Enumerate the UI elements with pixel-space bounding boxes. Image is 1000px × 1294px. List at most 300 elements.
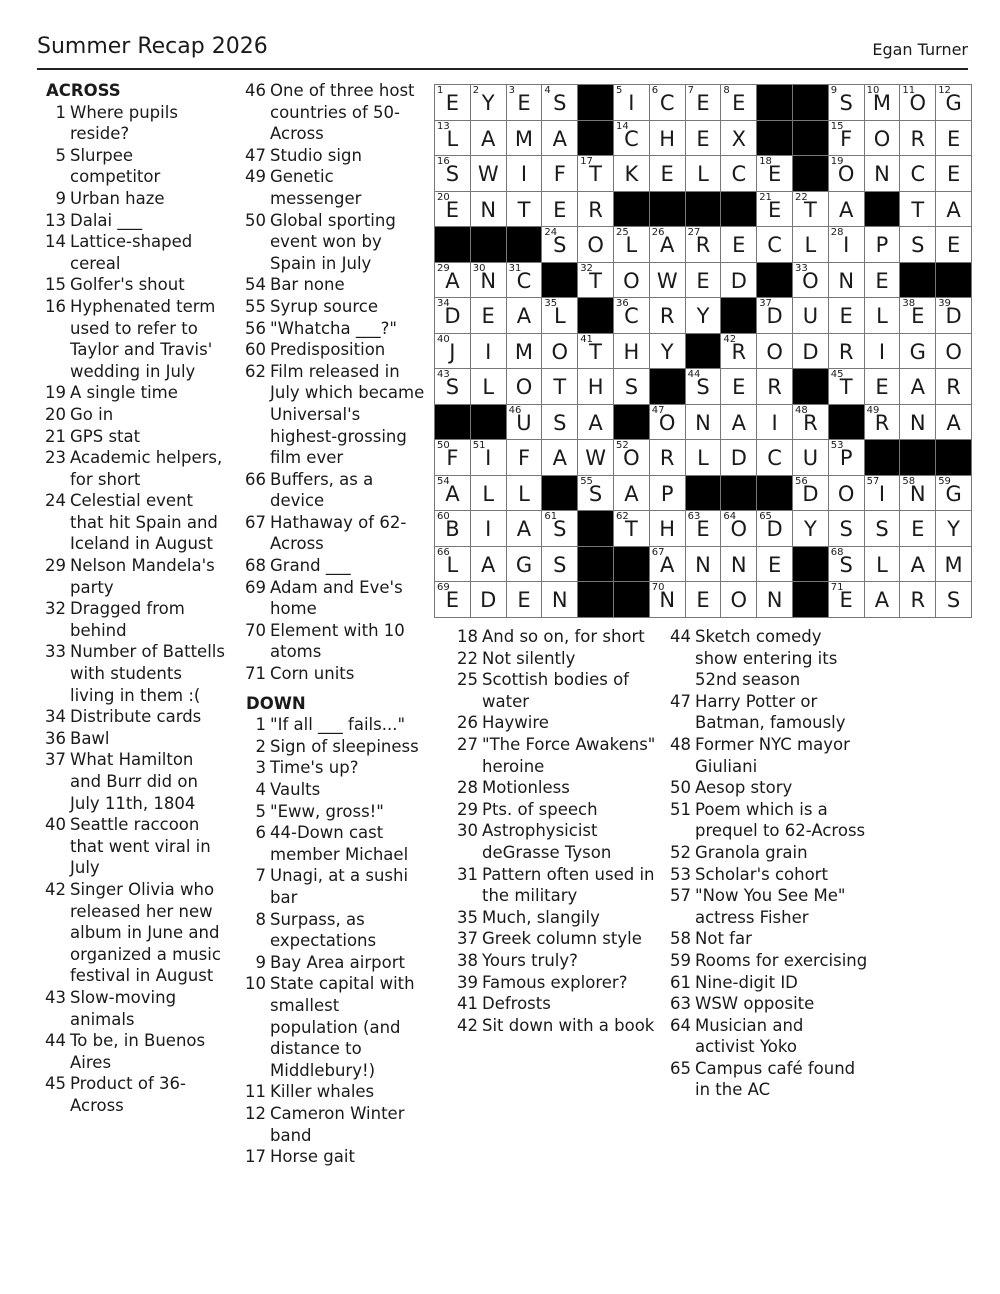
clue[interactable] [238,145,428,167]
clue[interactable] [238,620,428,663]
grid-cell[interactable] [936,582,972,618]
grid-cell[interactable] [686,369,722,405]
grid-cell[interactable] [865,476,901,512]
grid-cell[interactable] [471,263,507,299]
grid-cell[interactable] [686,511,722,547]
grid-cell[interactable] [686,547,722,583]
grid-cell[interactable] [471,511,507,547]
grid-cell[interactable] [614,334,650,370]
grid-cell[interactable] [900,85,936,121]
grid-cell[interactable] [757,547,793,583]
grid-cell[interactable] [507,156,543,192]
clue[interactable] [450,734,660,777]
grid-cell[interactable] [829,369,865,405]
grid-cell[interactable] [650,263,686,299]
clue[interactable] [238,296,428,318]
grid-cell[interactable] [865,334,901,370]
grid-cell[interactable] [542,227,578,263]
grid-cell[interactable] [435,121,471,157]
grid-cell[interactable] [614,121,650,157]
grid-cell[interactable] [721,440,757,476]
clue[interactable] [663,972,868,994]
grid-cell[interactable] [507,547,543,583]
clue[interactable] [663,626,868,691]
grid-cell[interactable] [900,298,936,334]
grid-cell[interactable] [435,263,471,299]
clue[interactable] [450,864,660,907]
grid-cell[interactable] [900,334,936,370]
clue[interactable] [238,361,428,469]
grid-cell[interactable] [542,405,578,441]
grid-cell[interactable] [507,511,543,547]
clue[interactable] [450,907,660,929]
clue[interactable] [450,928,660,950]
grid-cell[interactable] [721,334,757,370]
clue[interactable] [663,928,868,950]
clue-text: State capital with smallest population (and distance to Middlebury!) [270,974,415,1080]
clue-number: 40 [45,815,66,835]
grid-cell[interactable] [793,334,829,370]
clue[interactable] [238,801,428,823]
clue[interactable] [450,972,660,994]
clue[interactable] [450,648,660,670]
grid-cell[interactable] [721,405,757,441]
grid-cell[interactable] [793,440,829,476]
grid-cell[interactable] [757,334,793,370]
grid-cell[interactable] [757,405,793,441]
grid-cell[interactable] [793,405,829,441]
clue[interactable] [450,712,660,734]
cell-letter: C [624,304,639,328]
grid-cell[interactable] [542,192,578,228]
grid-cell[interactable] [936,192,972,228]
grid-cell[interactable] [721,582,757,618]
clue[interactable] [38,447,228,490]
grid-cell[interactable] [757,369,793,405]
grid-cell[interactable] [865,511,901,547]
grid-cell[interactable] [936,85,972,121]
grid-cell[interactable] [507,192,543,228]
grid-cell[interactable] [614,85,650,121]
grid-cell[interactable] [614,440,650,476]
clue[interactable] [38,555,228,598]
grid-cell[interactable] [435,298,471,334]
cell-letter: B [445,517,460,541]
grid-cell[interactable] [936,405,972,441]
grid-cell[interactable] [900,405,936,441]
clue[interactable] [38,296,228,382]
grid-cell[interactable] [829,334,865,370]
cell-letter: T [517,197,531,222]
grid-cell[interactable] [721,547,757,583]
grid-cell[interactable] [650,85,686,121]
clue[interactable] [238,909,428,952]
grid-cell[interactable] [793,227,829,263]
grid-cell[interactable] [900,156,936,192]
grid-cell[interactable] [900,227,936,263]
cell-letter: Y [803,517,817,541]
grid-cell[interactable] [936,369,972,405]
clue-text: Campus café found in the AC [695,1058,856,1100]
clue[interactable] [238,973,428,1081]
clue-text: Cameron Winter band [270,1103,405,1145]
clue[interactable] [238,80,428,145]
clue[interactable] [450,669,660,712]
clue[interactable] [38,1073,228,1116]
grid-cell[interactable] [686,405,722,441]
clue[interactable] [238,166,428,209]
grid-cell[interactable] [793,192,829,228]
clue[interactable] [450,1015,660,1037]
clue[interactable] [38,879,228,987]
grid-cell[interactable] [507,85,543,121]
grid-cell[interactable] [865,582,901,618]
grid-cell[interactable] [542,511,578,547]
grid-cell[interactable] [471,298,507,334]
grid-cell[interactable] [757,298,793,334]
grid-block [721,476,757,512]
clue[interactable] [663,864,868,886]
grid-cell[interactable] [757,227,793,263]
grid-cell[interactable] [829,156,865,192]
clue[interactable] [38,641,228,706]
grid-cell[interactable] [721,263,757,299]
grid-block [542,476,578,512]
grid-cell[interactable] [578,156,614,192]
grid-cell[interactable] [900,511,936,547]
grid-cell[interactable] [614,156,650,192]
grid-cell[interactable] [829,192,865,228]
clue[interactable] [238,1146,428,1168]
clue[interactable] [238,736,428,758]
grid-cell[interactable] [900,369,936,405]
clue[interactable] [238,555,428,577]
grid-cell[interactable] [900,547,936,583]
grid-cell[interactable] [614,298,650,334]
clue-number: 66 [245,469,266,489]
clue[interactable] [238,339,428,361]
grid-cell[interactable] [578,263,614,299]
grid-cell[interactable] [721,85,757,121]
grid-cell[interactable] [471,192,507,228]
clue-number: 17 [245,1147,266,1167]
clue[interactable] [38,210,228,232]
cell-number: 12 [938,85,951,96]
cell-letter: S [445,375,460,399]
grid-cell[interactable] [757,582,793,618]
grid-cell[interactable] [865,369,901,405]
grid-cell[interactable] [793,476,829,512]
grid-cell[interactable] [614,263,650,299]
grid-block [578,547,614,583]
cell-number: 14 [616,120,629,132]
clue[interactable] [38,814,228,879]
clue-text: Bar none [270,275,345,295]
grid-cell[interactable] [829,263,865,299]
grid-cell[interactable] [865,547,901,583]
clue-number: 11 [245,1082,266,1102]
clue[interactable] [38,231,228,274]
grid-cell[interactable] [507,476,543,512]
grid-cell[interactable] [686,227,722,263]
grid-cell[interactable] [578,227,614,263]
grid-cell[interactable] [435,582,471,618]
grid-cell[interactable] [686,440,722,476]
grid-cell[interactable] [542,156,578,192]
clue-text: Corn units [270,664,355,684]
grid-cell[interactable] [650,121,686,157]
grid-cell[interactable] [721,227,757,263]
clue-text: Scholar's cohort [695,864,828,884]
grid-cell[interactable] [829,547,865,583]
clue[interactable] [663,1015,868,1058]
clue[interactable] [450,950,660,972]
grid-cell[interactable] [542,334,578,370]
cell-letter: K [624,162,639,186]
clue[interactable] [238,210,428,275]
clue[interactable] [38,188,228,210]
grid-cell[interactable] [614,476,650,512]
grid-cell[interactable] [435,192,471,228]
grid-cell[interactable] [865,263,901,299]
clue[interactable] [663,993,868,1015]
clue[interactable] [450,799,660,821]
grid-cell[interactable] [793,298,829,334]
clue[interactable] [663,1058,868,1101]
clue[interactable] [238,952,428,974]
cell-letter: E [553,197,567,222]
grid-cell[interactable] [900,121,936,157]
grid-cell[interactable] [865,227,901,263]
grid-cell[interactable] [471,582,507,618]
grid-cell[interactable] [507,369,543,405]
grid-cell[interactable] [936,547,972,583]
clue[interactable] [238,865,428,908]
grid-cell[interactable] [865,156,901,192]
clue[interactable] [38,706,228,728]
grid-cell[interactable] [435,156,471,192]
cell-letter: F [840,126,853,151]
clue[interactable] [663,691,868,734]
grid-cell[interactable] [686,263,722,299]
grid-cell[interactable] [829,121,865,157]
clue[interactable] [450,626,660,648]
grid-cell[interactable] [435,440,471,476]
grid-cell[interactable] [721,511,757,547]
grid-cell[interactable] [507,121,543,157]
grid-cell[interactable] [757,511,793,547]
clue[interactable] [238,1103,428,1146]
grid-cell[interactable] [721,121,757,157]
grid-cell[interactable] [578,192,614,228]
cell-letter: C [767,233,782,257]
clue[interactable] [38,145,228,188]
clue[interactable] [238,1081,428,1103]
grid-cell[interactable] [507,440,543,476]
clue[interactable] [38,426,228,448]
grid-block [757,85,793,121]
grid-cell[interactable] [578,476,614,512]
grid-cell[interactable] [435,511,471,547]
grid-cell[interactable] [936,121,972,157]
grid-cell[interactable] [435,85,471,121]
grid-cell[interactable] [471,369,507,405]
grid-cell[interactable] [542,85,578,121]
grid-cell[interactable] [900,476,936,512]
grid-cell[interactable] [435,369,471,405]
grid-cell[interactable] [578,334,614,370]
grid-cell[interactable] [542,440,578,476]
grid-cell[interactable] [650,582,686,618]
grid-cell[interactable] [471,334,507,370]
grid-cell[interactable] [471,121,507,157]
grid-cell[interactable] [829,85,865,121]
grid-cell[interactable] [507,582,543,618]
clue[interactable] [450,820,660,863]
grid-block [578,298,614,334]
cell-letter: E [911,304,925,328]
grid-cell[interactable] [614,511,650,547]
cell-number: 65 [759,511,772,522]
grid-cell[interactable] [865,85,901,121]
clue[interactable] [238,274,428,296]
clue[interactable] [38,102,228,145]
grid-cell[interactable] [721,156,757,192]
clue[interactable] [38,749,228,814]
grid-cell[interactable] [936,476,972,512]
grid-cell[interactable] [578,369,614,405]
clue[interactable] [238,779,428,801]
grid-cell[interactable] [507,405,543,441]
grid-cell[interactable] [900,192,936,228]
grid-cell[interactable] [829,511,865,547]
grid-cell[interactable] [650,334,686,370]
clue[interactable] [238,714,428,736]
grid-cell[interactable] [578,440,614,476]
clue[interactable] [38,404,228,426]
clue[interactable] [663,842,868,864]
grid-cell[interactable] [865,121,901,157]
grid-cell[interactable] [650,547,686,583]
grid-cell[interactable] [650,298,686,334]
grid-cell[interactable] [865,405,901,441]
clue[interactable] [38,728,228,750]
cell-number: 18 [759,156,772,167]
grid-cell[interactable] [542,582,578,618]
grid-cell[interactable] [471,85,507,121]
grid-cell[interactable] [507,263,543,299]
grid-cell[interactable] [686,298,722,334]
grid-cell[interactable] [793,511,829,547]
clue[interactable] [238,318,428,340]
clue-number: 70 [245,620,266,640]
clue[interactable] [663,799,868,842]
grid-cell[interactable] [471,476,507,512]
grid-cell[interactable] [936,511,972,547]
cell-letter: C [516,268,532,293]
grid-cell[interactable] [471,156,507,192]
cell-number: 3 [508,85,515,96]
clue[interactable] [663,950,868,972]
grid-cell[interactable] [936,156,972,192]
grid-cell[interactable] [542,369,578,405]
clue[interactable] [238,822,428,865]
grid-cell[interactable] [507,334,543,370]
grid-cell[interactable] [721,369,757,405]
grid-cell[interactable] [829,298,865,334]
clue[interactable] [38,1030,228,1073]
clue[interactable] [38,490,228,555]
clue[interactable] [663,885,868,928]
grid-cell[interactable] [686,156,722,192]
grid-cell[interactable] [650,405,686,441]
grid-cell[interactable] [650,440,686,476]
clue[interactable] [238,663,428,685]
grid-cell[interactable] [829,227,865,263]
grid-block [900,440,936,476]
grid-cell[interactable] [936,227,972,263]
clue[interactable] [238,577,428,620]
clue[interactable] [450,777,660,799]
clue[interactable] [238,757,428,779]
grid-cell[interactable] [793,263,829,299]
clue[interactable] [38,382,228,404]
grid-cell[interactable] [542,547,578,583]
grid-cell[interactable] [829,476,865,512]
cell-number: 22 [795,191,808,203]
clue[interactable] [38,274,228,296]
grid-cell[interactable] [578,405,614,441]
clue[interactable] [663,734,868,777]
cell-letter: J [449,339,456,364]
grid-cell[interactable] [686,121,722,157]
grid-cell[interactable] [936,298,972,334]
clue[interactable] [238,469,428,512]
clue[interactable] [238,512,428,555]
grid-cell[interactable] [542,298,578,334]
grid-cell[interactable] [829,582,865,618]
grid-cell[interactable] [900,582,936,618]
grid-cell[interactable] [614,227,650,263]
grid-cell[interactable] [435,334,471,370]
grid-cell[interactable] [686,582,722,618]
grid-cell[interactable] [650,156,686,192]
clue[interactable] [38,598,228,641]
grid-cell[interactable] [686,85,722,121]
clue[interactable] [450,993,660,1015]
grid-cell[interactable] [614,369,650,405]
clue[interactable] [38,987,228,1030]
grid-cell[interactable] [471,440,507,476]
grid-cell[interactable] [507,298,543,334]
grid-cell[interactable] [757,192,793,228]
grid-cell[interactable] [542,121,578,157]
grid-cell[interactable] [650,476,686,512]
grid-cell[interactable] [650,227,686,263]
grid-cell[interactable] [650,511,686,547]
clue-text: One of three host countries of 50-Across [270,81,415,144]
grid-cell[interactable] [757,440,793,476]
grid-cell[interactable] [757,156,793,192]
grid-cell[interactable] [435,476,471,512]
grid-cell[interactable] [471,547,507,583]
grid-cell[interactable] [936,334,972,370]
clue[interactable] [663,777,868,799]
grid-cell[interactable] [829,440,865,476]
grid-cell[interactable] [865,298,901,334]
grid-cell[interactable] [435,547,471,583]
clue-number: 65 [670,1058,691,1078]
